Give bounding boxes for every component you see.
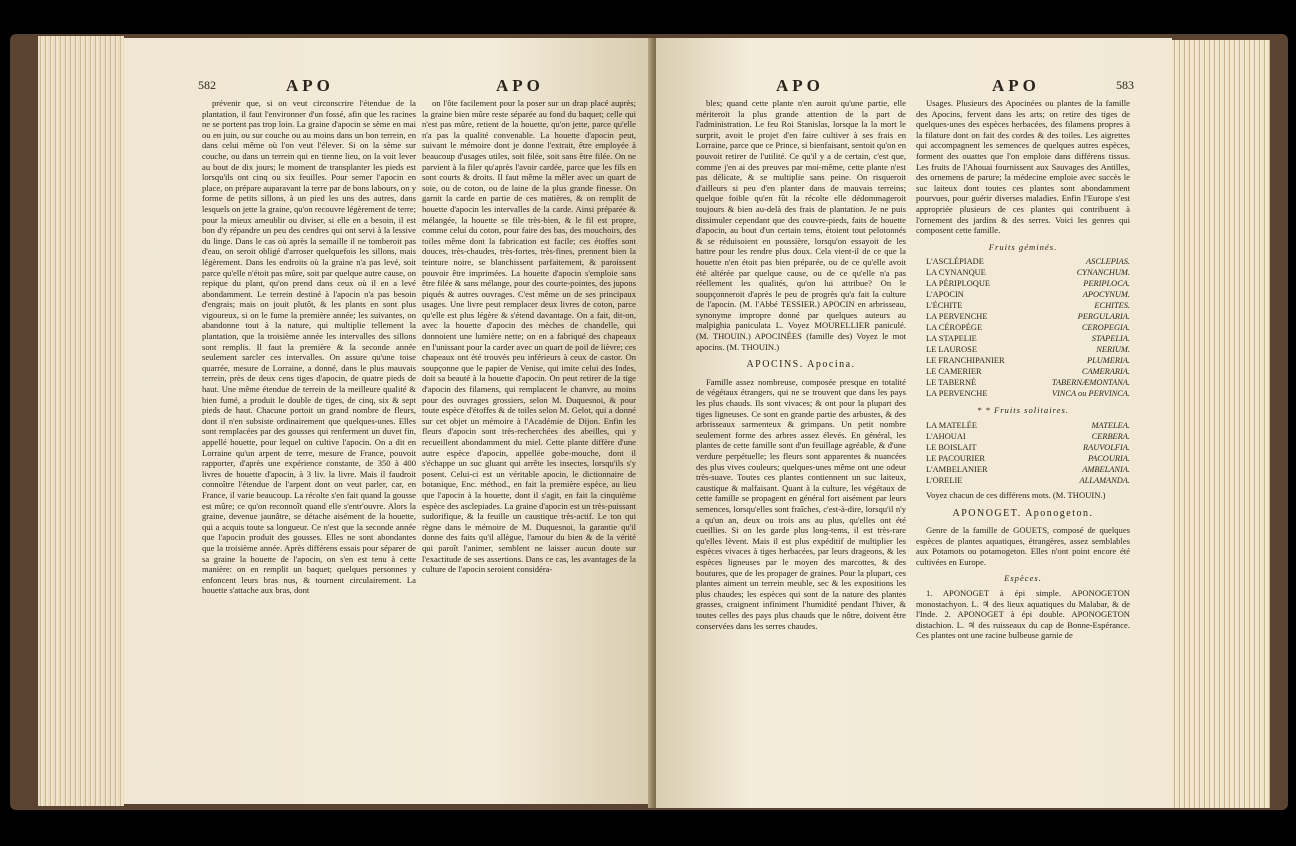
genus-french-name: LE FRANCHIPANIER [926, 356, 1005, 366]
genus-entry [916, 344, 1130, 355]
genus-latin-name: NERIUM. [1096, 345, 1130, 355]
text-column-1 [202, 98, 416, 798]
genus-entry [916, 420, 1130, 431]
genus-latin-name: AMBELANIA. [1082, 464, 1130, 474]
genus-entry [916, 267, 1130, 278]
paragraph: prévenir que, si on veut circonscrire l'étendue de la plantation, il faut l'environner d'un fossé, afin que les racines ne se portent pas trop loin. La graine d'apocin se sème en mai ou en juin, ou sur couche ou au moins dans un bon terrein, en dans celui même où l'on veut l'élever. Si on la sème sur couche, ou dans un terrein qui en tienne lieu, on la voit lever au bout de dix jours; le moment de transplanter les pieds est lorsqu'ils ont cinq ou six feuilles. Pour semer l'apocin en place, on prépare auparavant la terre par de bons labours, on y forme de petits sillons, à un pied les uns des autres, dans lesquels on jette la graine, qu'on recouvre légèrement de terre; pour la mieux ameublir ou diviser, si elle en a besoin, il est bon d'y répandre un peu des cendres qui ont servi à la lessive du linge. Dans le cas où après la semaille il ne tomberoit pas d'eau, on seroit obligé d'arroser quelquefois les sillons, mais légèrement. Dans les endroits où la graine n'a pas levé, soit parce qu'elle n'étoit pas mûre, soit par quelque autre cause, on repique du plant, qu'on prend dans ceux où il en a levé abondamment. Le terrein destiné à l'apocin n'a pas besoin d'engrais; mais on jouit plutôt, & les plants en sont plus vigoureux, si on le fume la première année; les suivantes, on abandonne tout à la nature, qui multiplie tellement la plantation, que la troisième année les intervalles des sillons sont remplis. Il faut la première & la seconde année seulement sarcler ces intervalles. On assure qu'une toise quarrée, mesure de Lorraine, a donné, dans le plus mauvais terrein, près de deux cens tiges d'apocin, de quatre pieds de haut. Une même étendue de terrein de la meilleure qualité & bien fumé, a produit le double de tiges, de cinq, six & sept pieds de haut. Chacune portoit un grand nombre de fleurs, dont il n'en subsiste ordinairement que quelques-unes. Elles sont remplacées par des gousses qui renferment un duvet fin, appellé houette, pour lequel on cultive l'apocin. On a dit en Lorraine qu'un arpent de terre, mesure de France, pouvoit rapporter, d'après une expérience constante, de 350 à 400 livres de houette d'apocin, à 3 liv. la livre. Mais il faudroit connoître l'étendue de l'arpent dont on veut parler, car, en France, il varie beaucoup. La récolte s'en fait quand la gousse est mûre; ce qu'on reconnoît quand elle s'entr'ouvre. Alors la graine, devenue jaunâtre, se détache aisément de la houette, qui a acquis toute sa longueur. Ce n'est que la seconde année que l'apocin produit des gousses. Elles ne sont abondantes que la troisième année. Après différens essais pour séparer de sa graine la houette de l'apocin, on s'en est tenu à cette manière: on en remplit un baquet; quelques personnes y enfoncent leurs bras nus, & tournent circulairement. La houette s'attache aux bras, dont [202, 98, 416, 596]
genera-list [916, 256, 1130, 399]
paragraph: 1. APONOGET à épi simple. APONOGETON monostachyon. L. ♃ des lieux aquatiques du Malabar, & de l'Inde. 2. APONOGET à épi double. APONOGETON distachion. L. ♃ des ruisseaux du cap de Bonne-Espérance. Ces plantes ont une racine bulbeuse garnie de [916, 588, 1130, 641]
genus-entry [916, 256, 1130, 267]
text-column-2 [916, 98, 1130, 804]
left-page [124, 38, 652, 804]
running-head: APO [286, 76, 334, 95]
genus-entry [916, 464, 1130, 475]
running-head: APO [776, 76, 824, 95]
genus-french-name: L'APOCIN [926, 290, 964, 300]
text-column-1 [696, 98, 906, 804]
paragraph: bles; quand cette plante n'en auroit qu'une partie, elle mériteroit la plus grande attention de la part de l'administration. Le feu Roi Stanislas, lorsque la la mort le surprit, avoit le projet d'en faire cultiver à ses frais en Lorraine, parce que ce Prince, si bienfaisant, sentoit qu'on en pouvoit retirer de l'utilité. Ce qu'il y a de certain, c'est que, comme j'en ai des preuves par moi-même, cette plante n'est pas délicate, & se multiplie sans peine. On risqueroit d'ailleurs si peu d'en planter dans de mauvais terreins; quelque foible qu'en fût la récolte elle dédommageroit toujours & bien au-delà des frais de plantation. Je ne puis dissimuler cependant que des couvre-pieds, faits de houette d'apocin, au bout d'un certain tems, étoient tout pelotonnés & se réduisoient en poussière, lorsqu'on essayoit de les battre pour les rendre plus doux. Cela vient-il de ce que la houette n'en étoit pas bien préparée, ou de ce qu'elle avoit été altérée par quelque cause, ou de ce qu'elle n'a pas réellement les qualités, qu'on lui attribue? On le soupçonneroit d'après le peu de progrès qu'a fait la culture de l'apocin. (M. l'Abbé TESSIER.) APOCIN en arbrisseau, synonyme impropre donné par quelques auteurs au malpighia paniculata L. Voyez MOURELLIER paniculé. (M. THOUIN.) APOCINÉES (famille des) Voyez le mot apocins. (M. THOUIN.) [696, 98, 906, 352]
genus-entry [916, 442, 1130, 453]
genus-french-name: LA CÉROPÉGE [926, 323, 983, 333]
subheading-species: Espèces. [1004, 573, 1042, 584]
right-page [656, 38, 1172, 808]
page-number: 583 [1116, 78, 1134, 92]
page-edges-left [38, 36, 124, 806]
genus-latin-name: CEROPEGIA. [1081, 323, 1130, 333]
genus-latin-name: ALLAMANDA. [1079, 475, 1130, 485]
genus-french-name: L'AHOUAI [926, 431, 966, 441]
genus-french-name: LE BOISLAIT [926, 442, 977, 452]
subheading-solitary: * * Fruits solitaires. [977, 405, 1069, 416]
running-head: APO [496, 76, 544, 95]
genus-french-name: LE CAMERIER [926, 367, 982, 377]
genus-latin-name: VINCA ou PERVINCA. [1051, 389, 1130, 399]
genus-latin-name: ECHITES. [1094, 301, 1130, 311]
page-number: 582 [198, 78, 216, 92]
genus-french-name: LA MATELÉE [926, 420, 977, 430]
paragraph: Usages. Plusieurs des Apocinées ou plantes de la famille des Apocins, fervent dans les arts; on retire des tiges de quelques-unes des espèces herbacées, des filamens propres à la filature dont on fait des cordes & des toiles. Les aigrettes qui accompagnent les semences de quelques autres espèces, forment des ouattes que l'on emploie dans différens tissus. Les fruits de l'Ahouai fournissent aux Sauvages des Antilles, des ornemens de parure; la médecine emploie avec succès le suc laiteux dont toutes ces plantes sont abondamment pourvues, pour guérir diverses maladies. Enfin l'Europe s'est appropriée plusieurs de ces plantes qui contribuent à l'ornement des jardins & des serres. Voici les genres qui composent cette famille. [916, 98, 1130, 236]
genus-latin-name: PACOURIA. [1088, 453, 1130, 463]
genus-entry [916, 333, 1130, 344]
genus-french-name: L'ÉCHITE [926, 301, 963, 311]
genus-entry [916, 431, 1130, 442]
genus-entry [916, 475, 1130, 486]
genus-entry [916, 388, 1130, 399]
genus-latin-name: CERBERA. [1091, 431, 1130, 441]
genus-latin-name: CAMERARIA. [1081, 367, 1130, 377]
genus-french-name: LA STAPELIE [926, 334, 977, 344]
genus-latin-name: ASCLEPIAS. [1086, 257, 1130, 267]
genus-french-name: LA PERVENCHE [926, 312, 988, 322]
genus-french-name: LA PERVENCHE [926, 389, 988, 399]
genus-entry [916, 300, 1130, 311]
paragraph: Genre de la famille de GOUETS, composé de quelques espèces de plantes aquatiques, étrangères, assez semblables aux Potamots ou potamogeton. Elles n'ont point encore été cultivées en Europe. [916, 525, 1130, 567]
genus-entry [916, 355, 1130, 366]
paragraph: Voyez chacun de ces différens mots. (M. THOUIN.) [926, 489, 1106, 500]
genus-latin-name: APOCYNUM. [1082, 290, 1130, 300]
genus-entry [916, 377, 1130, 388]
genus-latin-name: MATELEA. [1091, 420, 1130, 430]
genus-latin-name: PERIPLOCA. [1083, 279, 1130, 289]
text-column-2 [422, 98, 636, 798]
genus-entry [916, 289, 1130, 300]
genus-french-name: LE PACOURIER [926, 453, 986, 463]
section-heading: APOCINS. Apocina. [746, 359, 856, 371]
genus-latin-name: RAUVOLFIA. [1083, 442, 1130, 452]
genus-latin-name: STAPELIA. [1091, 334, 1130, 344]
genus-french-name: LE TABERNÉ [926, 378, 977, 388]
genus-french-name: L'AMBELANIER [926, 464, 988, 474]
paragraph: on l'ôte facilement pour la poser sur un drap placé auprès; la graine bien mûre reste séparée au fond du baquet; celle qui n'est pas mûre, retient de la houette, qu'on jette, parce qu'elle n'a pas la qualité convenable. La houette d'apocin peut, suivant le mémoire dont je donne l'extrait, être employée à beaucoup d'usages utiles, soit filée, soit sans être filée. On ne parvient à la filer qu'après l'avoir cardée, parce que les fils en sont courts & droits. Il faut même la mêler avec un quart de soie, ou de coton, ou de laine de la plus grande finesse. On garnit la carde en partie de ces matières, & on remplit de houette d'apocin les intervalles de la carde. Ainsi préparée & mélangée, la houette se file très-bien, & le fil est propre, comme celui du coton, pour faire des bas, des mouchoirs, des toiles même dont la fabrication est facile; ces étoffes sont douces, très-chaudes, très-fortes, très-fines, prennent bien la teinture noire, se blanchissent parfaitement, & paroissent pouvoir être imprimées. La houette d'apocin s'emploie sans être filée & sans mélange, pour des courte-pointes, des jupons piqués & autres ouvrages. C'est même un de ses principaux usages. Une livre peut remplacer deux livres de coton, parce qu'elle est plus légère & s'étend davantage. On a fait, dit-on, avec la houette d'apocin des mèches de chandelle, qui donnoient une lumière nette; on en a fabriqué des chapeaux en l'unissant pour la carder avec un quart de poil de lièvre; ces chapeaux ont été trouvés peu inférieurs à ceux de castor. On soupçonne que le papier de Venise, qui imite celui des Indes, doit sa beauté à la houette d'apocin. On peut retirer de la tige d'apocin des filamens, qui remplacent le chanvre, au moins pour des ouvrages grossiers, selon M. Duquesnoi, & pour toute espèce d'étoffes & de toiles selon M. Gelot, qui a donné sur cet objet un mémoire à l'Académie de Dijon. Enfin les fleurs d'apocin sont très-recherchées des abeilles, qui y recueillent abondamment du miel. Cette plante diffère d'une autre espèce d'apocin, appellée gobe-mouche, dont il s'échappe un suc gluant qui arrête les insectes, lorsqu'ils s'y posent. Celui-ci est un véritable apocin, le dictionnaire de botanique, Enc. méthod., en fait la première espèce, au lieu que l'apocin à la houette, dont il s'agit, en fait la cinquième espèce des asclepiades. La graine d'apocin est un très-puissant sudorifique, & la feuille un caustique très-actif. Le ton qui règne dans le mémoire de M. Duquesnoi, la garantie qu'il donne des faits qu'il allègue, l'amour du bien & de la vérité qui paroît l'animer, semblent ne laisser aucun doute sur l'exactitude de ses assertions. Dans ce cas, les avantages de la culture de l'apocin seroient considéra- [422, 98, 636, 575]
genera-list [916, 420, 1130, 486]
page-edges-right [1172, 40, 1270, 808]
section-heading: APONOGET. Aponogeton. [952, 507, 1094, 519]
running-head: APO [992, 76, 1040, 95]
genus-entry [916, 311, 1130, 322]
genus-french-name: LA PÉRIPLOQUE [926, 279, 990, 289]
subheading-geminate: Fruits géminés. [988, 241, 1058, 252]
genus-entry [916, 453, 1130, 464]
genus-french-name: L'ORELIE [926, 475, 963, 485]
genus-french-name: LA CYNANQUE [926, 268, 986, 278]
genus-latin-name: PERGULARIA. [1077, 312, 1130, 322]
paragraph: Famille assez nombreuse, composée presque en totalité de végétaux étrangers, qui ne se trouvent que dans les pays les plus chauds. Ils sont vivaces; & ont pour la plupart des tiges ligneuses. Ce sont en grande partie des arbustes, & des arbrisseaux sarmenteux & grimpans. Un petit nombre seulement forme des arbres assez élevés. En général, les plantes de cette famille sont d'un feuillage agréable, & d'une verdure perpétuelle; les fleurs sont apparentes & nuancées des plus vives couleurs; quelques-unes même ont une odeur très-suave. Toutes ces plantes contiennent un suc laiteux, caustique & malfaisant. Quant à la culture, les végétaux de cette famille se propagent en général fort aisément par leurs semences, lorsqu'elles sont fraîches, c'est-à-dire, lorsqu'il n'y a qu'un an, deux ou trois ans au plus, qu'elles ont été cueillies. Si on les garde plus long-tems, il est très-rare qu'elles lèvent. Mais il est plus expéditif de multiplier les espèces vivaces à tiges herbacées, par leurs drageons, & les espèces ligneuses par le moyen des marcottes, & des boutures, que de les propager de graines. Pour la plupart, ces plantes aiment un terrein meuble, sec & les expositions les plus chaudes; les espèces qui sont de la nature des plantes grasses, craignent infiniment l'humidité pendant l'hiver, & toutes celles des pays plus chauds que le nôtre, doivent être conservées dans les serres chaudes. [696, 376, 906, 631]
genus-entry [916, 322, 1130, 333]
genus-french-name: LE LAUROSE [926, 345, 977, 355]
genus-entry [916, 278, 1130, 289]
genus-latin-name: TABERNÆMONTANA. [1051, 378, 1130, 388]
genus-latin-name: PLUMERIA. [1086, 356, 1130, 366]
genus-entry [916, 366, 1130, 377]
genus-french-name: L'ASCLÉPIADE [926, 257, 984, 267]
genus-latin-name: CYNANCHUM. [1076, 268, 1130, 278]
